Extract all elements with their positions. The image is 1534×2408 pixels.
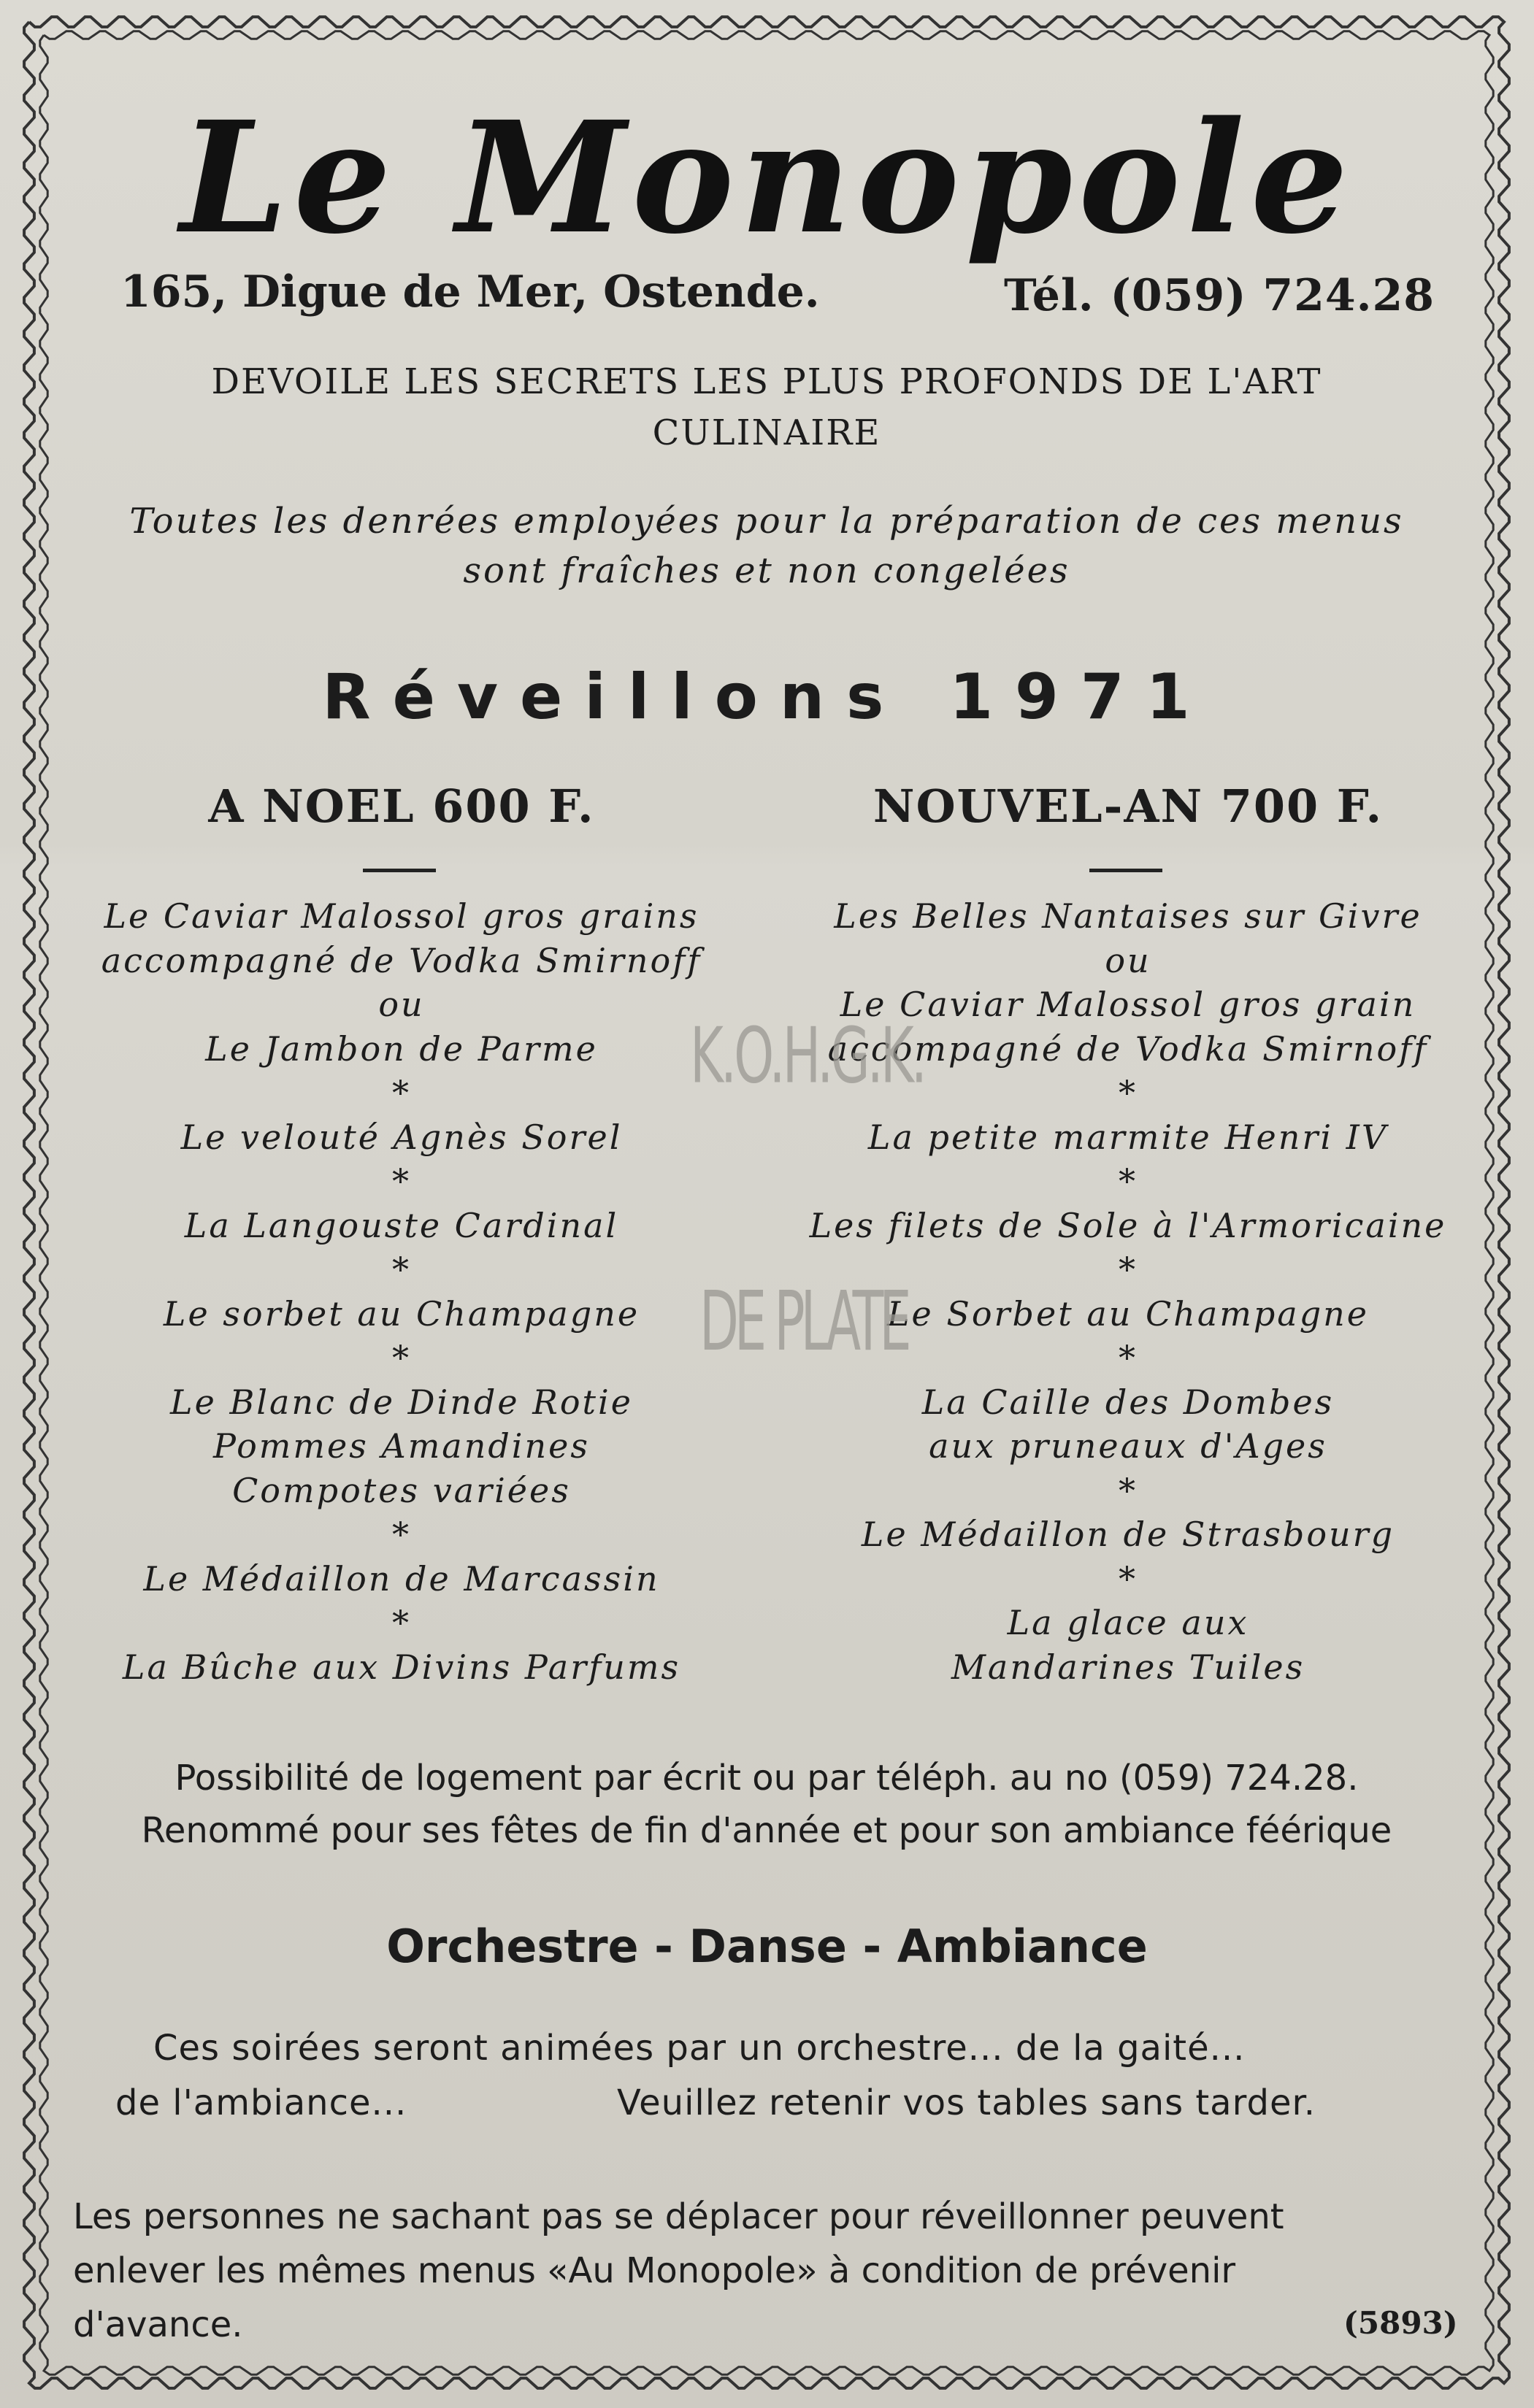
fresh-note (73, 496, 1460, 596)
menu-separator: * (392, 1161, 411, 1201)
tagline-line: CULINAIRE (652, 412, 881, 453)
menu-item: La Langouste Cardinal (184, 1205, 619, 1245)
menu-item: Le velouté Agnès Sorel (180, 1117, 623, 1157)
menu-item: Mandarines Tuiles (951, 1647, 1305, 1687)
music-text-line: Ces soirées seront animées par un orchestre... de la gaité... (153, 2028, 1246, 2069)
menu-item: Le Caviar Malossol gros grain (840, 985, 1416, 1024)
noel-menu-title: A NOEL 600 F. (208, 780, 595, 833)
menu-item: La glace aux (1007, 1603, 1249, 1642)
lodging-line: Renommé pour ses fêtes de fin d'année et pour son ambiance féérique (141, 1810, 1392, 1851)
tagline (110, 356, 1424, 458)
menu-separator: * (392, 1338, 411, 1377)
menu-item: Le Jambon de Parme (205, 1028, 598, 1069)
menu-separator: * (392, 1250, 411, 1289)
menu-item: Les Belles Nantaises sur Givre (834, 896, 1422, 936)
nouvel-an-menu-title: NOUVEL-AN 700 F. (873, 780, 1384, 833)
watermark-stamp: K.O.H.G.K. (690, 1011, 924, 1101)
menu-separator: * (1119, 1558, 1138, 1599)
menu-item: accompagné de Vodka Smirnoff (827, 1028, 1429, 1069)
menu-separator: * (392, 1515, 411, 1554)
menu-separator: * (1119, 1073, 1138, 1112)
menu-separator: ou (1105, 940, 1151, 980)
menu-separator: * (1119, 1338, 1138, 1377)
menu-item: La Caille des Dombes (921, 1382, 1335, 1422)
phone-number: Tél. (059) 724.28 (1004, 270, 1435, 321)
menu-item: Le Sorbet au Champagne (886, 1293, 1370, 1334)
address: 165, Digue de Mer, Ostende. (120, 266, 820, 318)
fresh-note-line: Toutes les denrées employées pour la préparation de ces menus (129, 501, 1404, 542)
menu-separator: * (392, 1073, 411, 1112)
menu-separator: * (392, 1603, 411, 1642)
music-heading: Orchestre - Danse - Ambiance (386, 1920, 1148, 1973)
menu-item: Les filets de Sole à l'Armoricaine (809, 1205, 1447, 1245)
noel-menu (37, 894, 767, 1689)
restaurant-title: Le Monopole (180, 88, 1354, 268)
menu-item: Pommes Amandines (213, 1426, 590, 1466)
closing-line: d'avance. (73, 2304, 243, 2345)
tagline-line: DEVOILE LES SECRETS LES PLUS PROFONDS DE L'ART (211, 361, 1322, 402)
fresh-note-line: sont fraîches et non congelées (463, 550, 1070, 591)
menu-item: accompagné de Vodka Smirnoff (101, 940, 702, 980)
menu-item: La petite marmite Henri IV (867, 1117, 1389, 1157)
menu-item: Le Médaillon de Strasbourg (861, 1515, 1395, 1554)
menu-item: Le Caviar Malossol gros grains (104, 896, 699, 936)
music-text-line: de l'ambiance... (115, 2082, 407, 2123)
menu-item: La Bûche aux Divins Parfums (122, 1647, 681, 1687)
closing-paragraph (73, 2190, 1460, 2352)
reference-number: (5893) (1343, 2305, 1458, 2341)
menu-item: Le Blanc de Dinde Rotie (170, 1382, 633, 1422)
closing-line: Les personnes ne sachant pas se déplacer pour réveillonner peuvent (73, 2196, 1284, 2237)
closing-line: enlever les mêmes menus «Au Monopole» à condition de prévenir (73, 2250, 1236, 2291)
lodging-info (29, 1752, 1504, 1857)
divider (363, 869, 436, 872)
divider (1089, 869, 1162, 872)
menu-separator: * (1119, 1470, 1138, 1510)
menu-item: Compotes variées (232, 1470, 571, 1510)
menu-separator: * (1119, 1250, 1138, 1289)
lodging-line: Possibilité de logement par écrit ou par téléph. au no (059) 724.28. (175, 1758, 1359, 1799)
reservation-note: Veuillez retenir vos tables sans tarder. (617, 2082, 1316, 2123)
menu-separator: * (1119, 1161, 1138, 1201)
menu-separator: ou (378, 985, 425, 1024)
watermark-stamp: DE PLATE (699, 1274, 908, 1370)
menu-heading: Réveillons 1971 (322, 661, 1212, 734)
menu-item: Le Médaillon de Marcassin (143, 1558, 660, 1599)
menu-item: aux pruneaux d'Ages (929, 1426, 1327, 1466)
menu-item: Le sorbet au Champagne (163, 1293, 640, 1334)
